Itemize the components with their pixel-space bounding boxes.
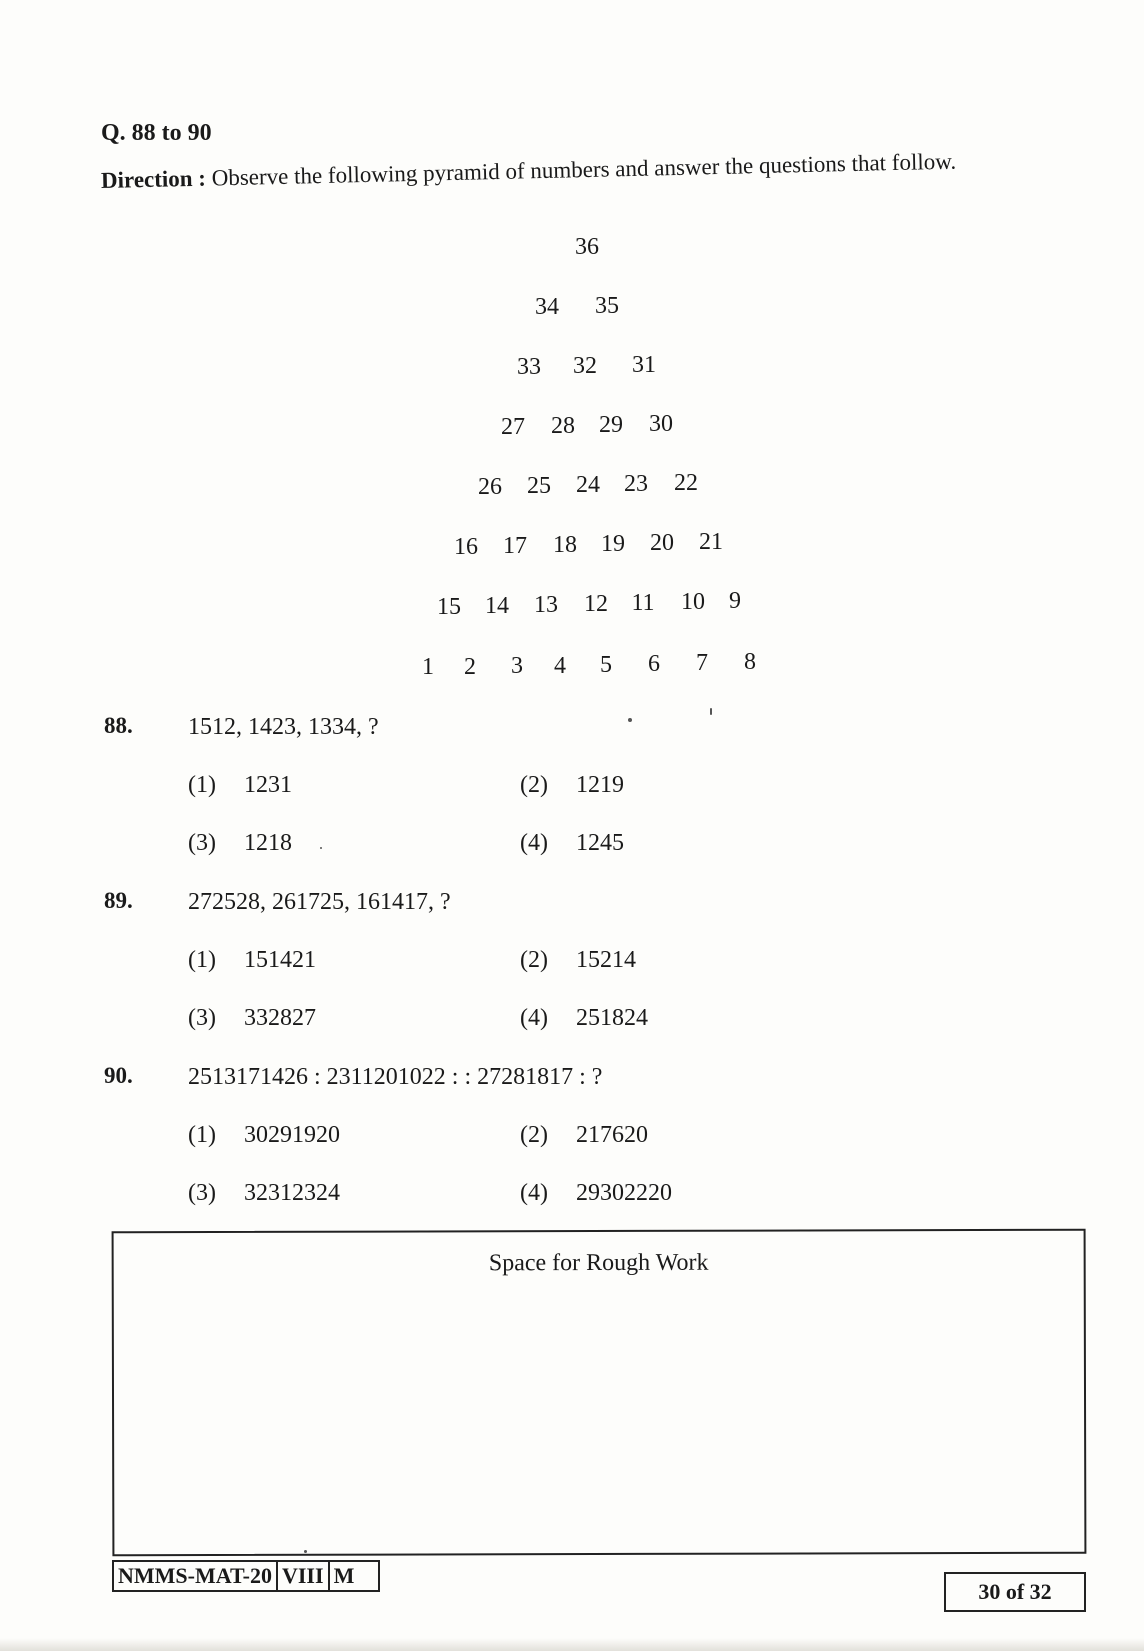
pyramid-number: 19 (601, 531, 625, 557)
option-value: 1245 (576, 830, 624, 856)
pyramid-number: 27 (501, 414, 525, 440)
pyramid-number: 2 (464, 654, 476, 680)
pyramid-number: 16 (454, 534, 478, 560)
pyramid-number: 32 (573, 353, 597, 379)
option-label: (3) (188, 1180, 216, 1206)
pyramid-number: 3 (511, 653, 523, 679)
option-label: (1) (188, 947, 216, 973)
answer-option[interactable] (188, 1122, 340, 1149)
scan-speck (304, 1550, 307, 1553)
pyramid-number: 15 (437, 594, 461, 620)
answer-option[interactable] (520, 772, 624, 799)
direction-label: Direction : (100, 165, 207, 193)
medium-code: M (333, 1563, 355, 1588)
direction-text: Observe the following pyramid of numbers and answer the questions that follow. (211, 148, 957, 191)
option-value: 217620 (576, 1122, 648, 1148)
option-value: 251824 (576, 1005, 648, 1031)
option-label: (4) (520, 1005, 548, 1031)
answer-option[interactable] (188, 830, 292, 857)
scan-speck (320, 847, 322, 849)
option-value: 1219 (576, 772, 624, 798)
page-number-box: 30 of 32 (944, 1572, 1086, 1612)
pyramid-number: 21 (699, 529, 723, 555)
question-number: 90. (104, 1063, 133, 1088)
pyramid-number: 23 (624, 471, 648, 497)
question-text: 272528, 261725, 161417, ? (188, 889, 451, 915)
question-number: 88. (104, 713, 133, 738)
answer-option[interactable] (188, 1005, 316, 1032)
answer-option[interactable] (188, 947, 316, 974)
pyramid-number: 25 (527, 473, 551, 499)
pyramid-number: 13 (534, 592, 558, 618)
option-label: (1) (188, 772, 216, 798)
scan-speck (628, 718, 632, 722)
paper-code-box (112, 1560, 380, 1592)
option-value: 29302220 (576, 1180, 672, 1206)
pyramid-number: 28 (551, 413, 575, 439)
option-label: (3) (188, 830, 216, 856)
pyramid-number: 24 (576, 472, 600, 498)
answer-option[interactable] (520, 947, 636, 974)
pyramid-number: 31 (632, 352, 656, 378)
option-label: (2) (520, 1122, 548, 1148)
pyramid-number: 18 (553, 532, 577, 558)
paper-code: NMMS-MAT-20 (114, 1562, 278, 1590)
option-value: 1231 (244, 772, 292, 798)
pyramid-number: 9 (729, 588, 741, 614)
option-value: 332827 (244, 1005, 316, 1031)
option-label: (3) (188, 1005, 216, 1031)
pyramid-number: 6 (648, 651, 660, 677)
pyramid-number: 17 (503, 533, 527, 559)
pyramid-number: 4 (554, 653, 566, 679)
pyramid-number: 36 (575, 234, 599, 260)
option-label: (2) (520, 947, 548, 973)
answer-option[interactable] (520, 1005, 648, 1032)
scan-edge-shadow (0, 1638, 1144, 1651)
rough-work-title: Space for Rough Work (488, 1249, 709, 1277)
question-text: 1512, 1423, 1334, ? (188, 714, 379, 740)
option-value: 151421 (244, 947, 316, 973)
answer-option[interactable] (520, 1180, 672, 1207)
question-text: 2513171426 : 2311201022 : : 27281817 : ? (188, 1064, 603, 1090)
scan-speck (710, 708, 712, 715)
option-label: (4) (520, 1180, 548, 1206)
pyramid-number: 11 (631, 590, 655, 616)
option-value: 15214 (576, 947, 636, 973)
pyramid-number: 1 (422, 654, 434, 680)
pyramid-number: 35 (595, 293, 619, 319)
class-code: VIII (278, 1562, 330, 1590)
pyramid-number: 8 (744, 649, 756, 675)
option-value: 32312324 (244, 1180, 340, 1206)
question-range-heading: Q. 88 to 90 (101, 120, 212, 146)
pyramid-number: 33 (517, 354, 541, 380)
option-label: (1) (188, 1122, 216, 1148)
answer-option[interactable] (188, 1180, 340, 1207)
pyramid-number: 20 (650, 530, 674, 556)
answer-option[interactable] (520, 830, 624, 857)
pyramid-number: 14 (485, 593, 509, 619)
pyramid-number: 22 (674, 470, 698, 496)
pyramid-number: 10 (681, 589, 705, 615)
pyramid-number: 5 (600, 652, 612, 678)
option-value: 30291920 (244, 1122, 340, 1148)
answer-option[interactable] (188, 772, 292, 799)
pyramid-number: 30 (649, 411, 673, 437)
pyramid-number: 29 (599, 412, 623, 438)
pyramid-number: 26 (478, 474, 502, 500)
pyramid-number: 7 (696, 650, 708, 676)
direction-line (101, 149, 957, 194)
rough-work-box (112, 1229, 1087, 1557)
pyramid-number: 12 (584, 591, 608, 617)
pyramid-number: 34 (535, 294, 559, 320)
option-label: (4) (520, 830, 548, 856)
answer-option[interactable] (520, 1122, 648, 1149)
number-pyramid (0, 0, 1144, 700)
option-value: 1218 (244, 830, 292, 856)
question-number: 89. (104, 888, 133, 913)
option-label: (2) (520, 772, 548, 798)
